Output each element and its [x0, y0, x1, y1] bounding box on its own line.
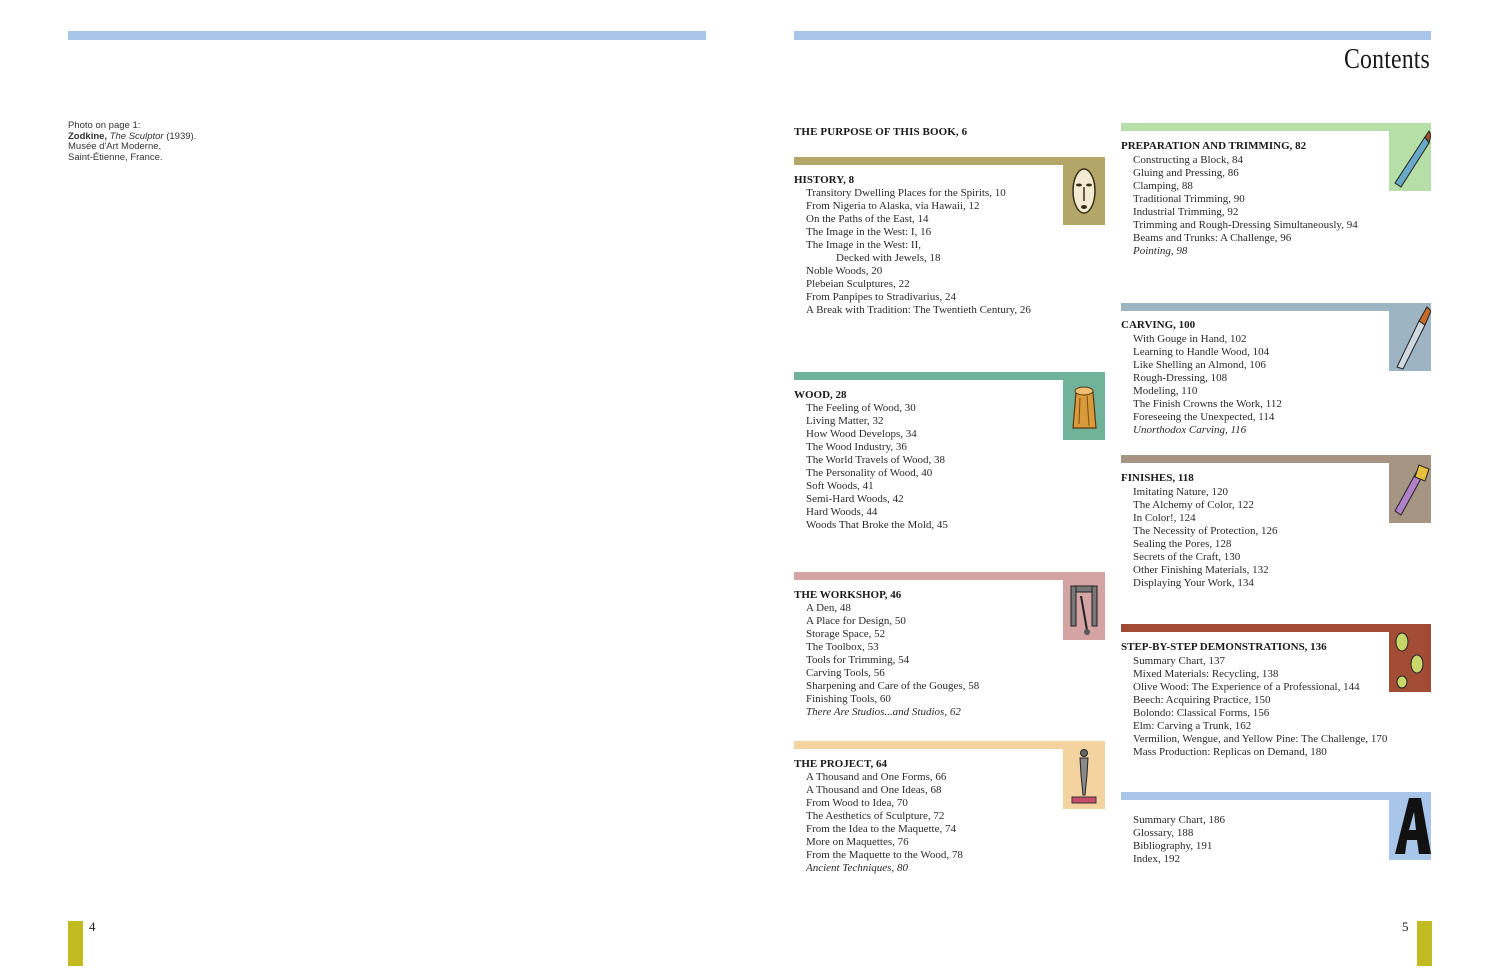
list-item[interactable]: From the Maquette to the Wood, 78	[806, 849, 963, 861]
list-item[interactable]: The Aesthetics of Sculpture, 72	[806, 810, 945, 822]
list-item[interactable]: Woods That Broke the Mold, 45	[806, 519, 948, 531]
list-item[interactable]: The Feeling of Wood, 30	[806, 402, 916, 414]
list-item[interactable]: Summary Chart, 137	[1133, 655, 1225, 667]
list-item[interactable]: Semi-Hard Woods, 42	[806, 493, 904, 505]
list-item[interactable]: Foreseeing the Unexpected, 114	[1133, 411, 1275, 423]
list-item[interactable]: The World Travels of Wood, 38	[806, 454, 945, 466]
section-heading[interactable]: FINISHES, 118	[1121, 472, 1194, 484]
list-item[interactable]: Tools for Trimming, 54	[806, 654, 910, 666]
list-item[interactable]: Living Matter, 32	[806, 415, 884, 427]
list-item[interactable]: Traditional Trimming, 90	[1133, 193, 1245, 205]
page-title: Contents	[1344, 44, 1430, 75]
list-item[interactable]: Modeling, 110	[1133, 385, 1198, 397]
section-appendix	[1121, 792, 1431, 872]
list-item[interactable]: The Personality of Wood, 40	[806, 467, 933, 479]
section-wood	[794, 372, 1105, 542]
section-items	[806, 187, 1031, 317]
list-item[interactable]: Hard Woods, 44	[806, 506, 878, 518]
list-item[interactable]: There Are Studios...and Studios, 62	[806, 706, 961, 718]
section-heading[interactable]: STEP-BY-STEP DEMONSTRATIONS, 136	[1121, 641, 1327, 653]
section-project	[794, 741, 1105, 881]
list-item[interactable]: Displaying Your Work, 134	[1133, 577, 1254, 589]
list-item[interactable]: The Toolbox, 53	[806, 641, 879, 653]
list-item[interactable]: Trimming and Rough-Dressing Simultaneously, 94	[1133, 219, 1358, 231]
list-item[interactable]: With Gouge in Hand, 102	[1133, 333, 1247, 345]
list-item[interactable]: Sharpening and Care of the Gouges, 58	[806, 680, 980, 692]
list-item[interactable]: Transitory Dwelling Places for the Spirits, 10	[806, 187, 1006, 199]
section-heading[interactable]: CARVING, 100	[1121, 319, 1196, 331]
list-item[interactable]: On the Paths of the East, 14	[806, 213, 929, 225]
list-item[interactable]: Soft Woods, 41	[806, 480, 874, 492]
section-items	[1133, 333, 1282, 437]
section-band	[794, 157, 1064, 165]
list-item[interactable]: The Alchemy of Color, 122	[1133, 499, 1254, 511]
section-items	[1133, 486, 1278, 590]
page-number-right: 5	[1402, 919, 1409, 934]
top-bar-left	[68, 31, 706, 40]
list-item[interactable]: The Image in the West: I, 16	[806, 226, 932, 238]
caption-year: (1939).	[166, 130, 197, 142]
section-band	[1121, 123, 1391, 131]
african-mask-icon	[1063, 157, 1105, 225]
section-items	[806, 402, 948, 532]
list-item[interactable]: A Break with Tradition: The Twentieth Century, 26	[806, 304, 1031, 316]
caption-work: The Sculptor	[109, 130, 164, 142]
list-item[interactable]: Other Finishing Materials, 132	[1133, 564, 1269, 576]
tree-stump-icon	[1063, 372, 1105, 440]
section-items	[1133, 655, 1387, 759]
section-band	[1121, 455, 1391, 463]
list-item[interactable]: How Wood Develops, 34	[806, 428, 917, 440]
section-heading[interactable]: THE WORKSHOP, 46	[794, 589, 902, 601]
list-item[interactable]: Gluing and Pressing, 86	[1133, 167, 1239, 179]
list-item[interactable]: A Place for Design, 50	[806, 615, 906, 627]
list-item[interactable]: Sealing the Pores, 128	[1133, 538, 1232, 550]
list-item[interactable]: From Panpipes to Stradivarius, 24	[806, 291, 957, 303]
list-item[interactable]: Index, 192	[1133, 853, 1181, 865]
section-band	[794, 572, 1064, 580]
list-item[interactable]: Beech: Acquiring Practice, 150	[1133, 694, 1271, 706]
section-items	[806, 771, 963, 875]
section-band	[1121, 792, 1391, 800]
list-item[interactable]: The Necessity of Protection, 126	[1133, 525, 1278, 537]
list-item[interactable]: Industrial Trimming, 92	[1133, 206, 1239, 218]
brush-icon	[1389, 455, 1431, 523]
section-workshop	[794, 572, 1105, 722]
clamp-icon	[1063, 572, 1105, 640]
page-marker-right	[1417, 921, 1432, 966]
figure-sculpture-icon	[1063, 741, 1105, 809]
list-item[interactable]: Summary Chart, 186	[1133, 814, 1225, 826]
caption-line-1: Photo on page 1:	[68, 120, 141, 131]
list-item[interactable]: Pointing, 98	[1133, 245, 1188, 257]
list-item[interactable]: Bolondo: Classical Forms, 156	[1133, 707, 1270, 719]
list-item[interactable]: Noble Woods, 20	[806, 265, 883, 277]
list-item[interactable]: Olive Wood: The Experience of a Professional, 144	[1133, 681, 1360, 693]
list-item[interactable]: A Thousand and One Ideas, 68	[806, 784, 942, 796]
page-number-left: 4	[89, 919, 96, 934]
list-item[interactable]: Storage Space, 52	[806, 628, 886, 640]
section-items	[806, 602, 979, 719]
toc-entry-purpose[interactable]: THE PURPOSE OF THIS BOOK, 6	[794, 126, 968, 138]
section-finishes	[1121, 455, 1431, 595]
section-heading[interactable]: THE PROJECT, 64	[794, 758, 888, 770]
list-item[interactable]: The Image in the West: II,	[806, 239, 921, 251]
section-carving	[1121, 303, 1431, 443]
section-band	[1121, 303, 1391, 311]
letter-a-icon	[1389, 792, 1431, 860]
list-item[interactable]: More on Maquettes, 76	[806, 836, 909, 848]
list-item[interactable]: Finishing Tools, 60	[806, 693, 891, 705]
caption-line-3: Musée d'Art Moderne,	[68, 141, 162, 152]
list-item[interactable]: Imitating Nature, 120	[1133, 486, 1229, 498]
list-item[interactable]: Rough-Dressing, 108	[1133, 372, 1228, 384]
list-item[interactable]: Decked with Jewels, 18	[836, 252, 941, 264]
list-item[interactable]: From Nigeria to Alaska, via Hawaii, 12	[806, 200, 980, 212]
section-heading[interactable]: PREPARATION AND TRIMMING, 82	[1121, 140, 1307, 152]
list-item[interactable]: In Color!, 124	[1133, 512, 1196, 524]
saw-icon	[1389, 123, 1431, 191]
section-demonstrations	[1121, 624, 1431, 764]
caption-line-4: Saint-Étienne, France.	[68, 151, 163, 163]
list-item[interactable]: Bibliography, 191	[1133, 840, 1213, 852]
list-item[interactable]: Like Shelling an Almond, 106	[1133, 359, 1266, 371]
list-item[interactable]: Plebeian Sculptures, 22	[806, 278, 910, 290]
list-item[interactable]: Mixed Materials: Recycling, 138	[1133, 668, 1279, 680]
section-band	[1121, 624, 1391, 632]
list-item[interactable]: A Den, 48	[806, 602, 851, 614]
section-items	[1133, 814, 1225, 866]
list-item[interactable]: Vermilion, Wengue, and Yellow Pine: The Challenge, 170	[1133, 733, 1388, 745]
list-item[interactable]: Ancient Techniques, 80	[806, 862, 908, 874]
section-history	[794, 157, 1105, 327]
list-item[interactable]: Clamping, 88	[1133, 180, 1193, 192]
list-item[interactable]: Elm: Carving a Trunk, 162	[1133, 720, 1252, 732]
chisel-icon	[1389, 303, 1431, 371]
list-item[interactable]: Glossary, 188	[1133, 827, 1194, 839]
list-item[interactable]: From Wood to Idea, 70	[806, 797, 908, 809]
list-item[interactable]: Secrets of the Craft, 130	[1133, 551, 1241, 563]
list-item[interactable]: Constructing a Block, 84	[1133, 154, 1243, 166]
section-band	[794, 741, 1064, 749]
photo-caption	[68, 121, 308, 163]
list-item[interactable]: Unorthodox Carving, 116	[1133, 424, 1247, 436]
section-heading[interactable]: WOOD, 28	[794, 389, 847, 401]
section-heading[interactable]: HISTORY, 8	[794, 174, 855, 186]
list-item[interactable]: Mass Production: Replicas on Demand, 180	[1133, 746, 1327, 758]
list-item[interactable]: The Finish Crowns the Work, 112	[1133, 398, 1282, 410]
list-item[interactable]: From the Idea to the Maquette, 74	[806, 823, 956, 835]
footprints-icon	[1389, 624, 1431, 692]
section-preparation	[1121, 123, 1431, 273]
top-bar-right	[794, 31, 1431, 40]
list-item[interactable]: Beams and Trunks: A Challenge, 96	[1133, 232, 1292, 244]
section-band	[794, 372, 1064, 380]
section-items	[1133, 154, 1358, 258]
list-item[interactable]: The Wood Industry, 36	[806, 441, 907, 453]
list-item[interactable]: Learning to Handle Wood, 104	[1133, 346, 1270, 358]
list-item[interactable]: Carving Tools, 56	[806, 667, 885, 679]
caption-artist: Zodkine,	[68, 130, 108, 142]
page-marker-left	[68, 921, 83, 966]
list-item[interactable]: A Thousand and One Forms, 66	[806, 771, 947, 783]
